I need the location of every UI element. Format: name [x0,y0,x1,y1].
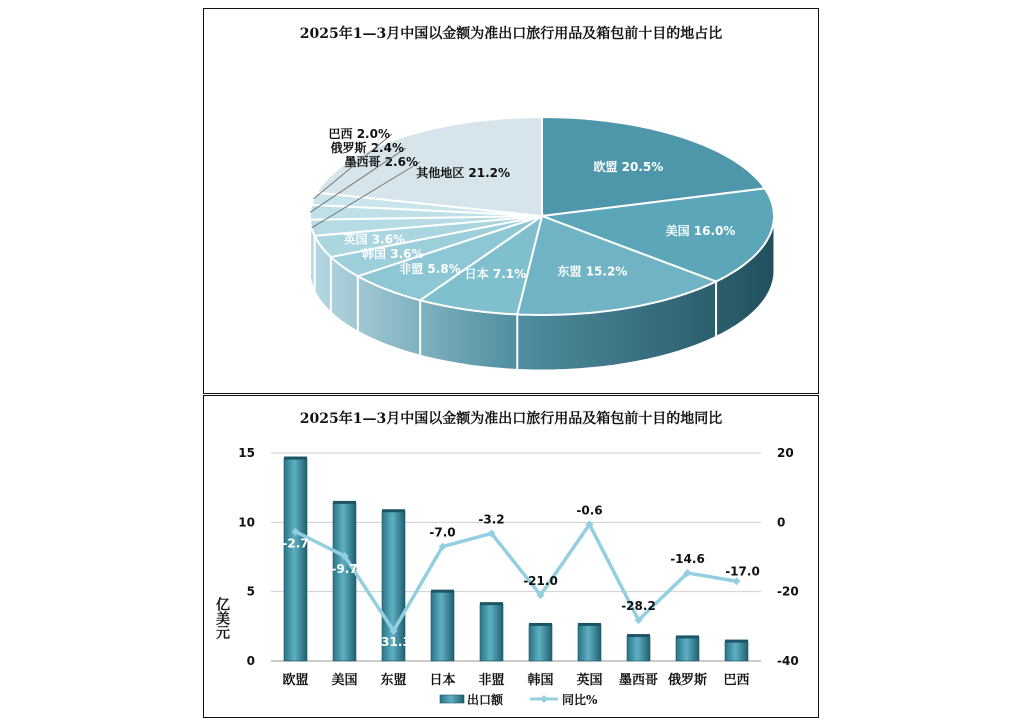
combo-chart-title: 2025年1—3月中国以金额为准出口旅行用品及箱包前十目的地同比 [299,411,723,427]
yoy-data-label: -17.0 [725,564,760,579]
legend-label: 同比% [562,693,598,707]
legend-swatch-marker [540,695,548,703]
pie-slice-label: 俄罗斯 2.4% [330,141,404,155]
y-tick-label: 15 [238,446,255,460]
bar-cap [480,602,503,605]
yoy-data-label: -7.0 [429,525,456,540]
pie-slice-label: 韩国 3.6% [362,247,424,262]
x-tick-label: 俄罗斯 [667,673,708,688]
bar [627,636,650,661]
bar [578,625,601,661]
yoy-data-label: -14.6 [670,551,705,566]
pie-slice-label: 巴西 2.0% [328,127,390,141]
x-tick-label: 日本 [429,673,456,688]
bar-cap [382,509,405,512]
pie-slice-label: 美国 16.0% [665,224,736,239]
yoy-data-label: -2.7 [282,536,309,551]
x-tick-label: 英国 [576,673,603,688]
x-tick-label: 欧盟 [282,673,309,688]
combo-chart-panel [203,395,819,718]
bar-cap [627,634,650,637]
x-tick-label: 墨西哥 [618,673,659,688]
bar [529,625,552,661]
bar-cap [284,457,307,460]
yoy-marker [733,577,741,585]
legend-swatch-bar [440,695,464,703]
yoy-data-label: -3.2 [478,512,505,527]
bar [480,604,503,661]
yoy-data-label: -28.2 [621,599,656,614]
bar-cap [431,590,454,593]
pie-chart-title: 2025年1—3月中国以金额为准出口旅行用品及箱包前十目的地占比 [299,26,723,42]
y-tick-label: 10 [238,515,255,530]
y2-tick-label: 0 [777,515,786,530]
bar-cap [578,623,601,626]
pie-slice-label: 非盟 5.8% [399,261,461,276]
bar [431,592,454,661]
bar-cap [725,640,748,643]
pie-slice-label: 欧盟 20.5% [593,159,664,174]
y-tick-label: 0 [246,654,255,668]
yoy-data-label: -31.3 [376,634,411,649]
x-tick-label: 非盟 [478,673,505,688]
pie-slice-label: 英国 3.6% [343,232,406,247]
bar [725,642,748,661]
pie-slice-label: 东盟 15.2% [557,264,628,279]
x-tick-label: 东盟 [380,673,407,688]
yoy-data-label: -21.0 [523,574,558,589]
x-tick-label: 巴西 [723,673,750,688]
bar-cap [529,623,552,626]
bar-cap [676,635,699,638]
pie-slice-label: 日本 7.1% [464,267,527,282]
bar-cap [333,501,356,504]
yoy-line [296,524,737,630]
y-axis-title: 亿美元 [214,597,230,639]
bar [284,459,307,661]
y2-tick-label: -20 [777,584,799,599]
bar [676,637,699,661]
pie-slice-label: 墨西哥 2.6% [344,155,418,169]
pie-chart [204,9,817,392]
x-tick-label: 韩国 [527,673,554,688]
y-tick-label: 5 [246,584,255,599]
yoy-data-label: -0.6 [576,503,603,518]
legend-label: 出口额 [467,693,504,707]
y2-tick-label: 20 [777,446,794,460]
bar [333,503,356,661]
x-tick-label: 美国 [331,673,358,688]
pie-chart-panel [203,8,819,394]
pie-slice-label: 其他地区 21.2% [416,166,511,181]
combo-chart [204,396,817,716]
yoy-data-label: -9.7 [331,561,358,576]
y2-tick-label: -40 [777,654,799,668]
